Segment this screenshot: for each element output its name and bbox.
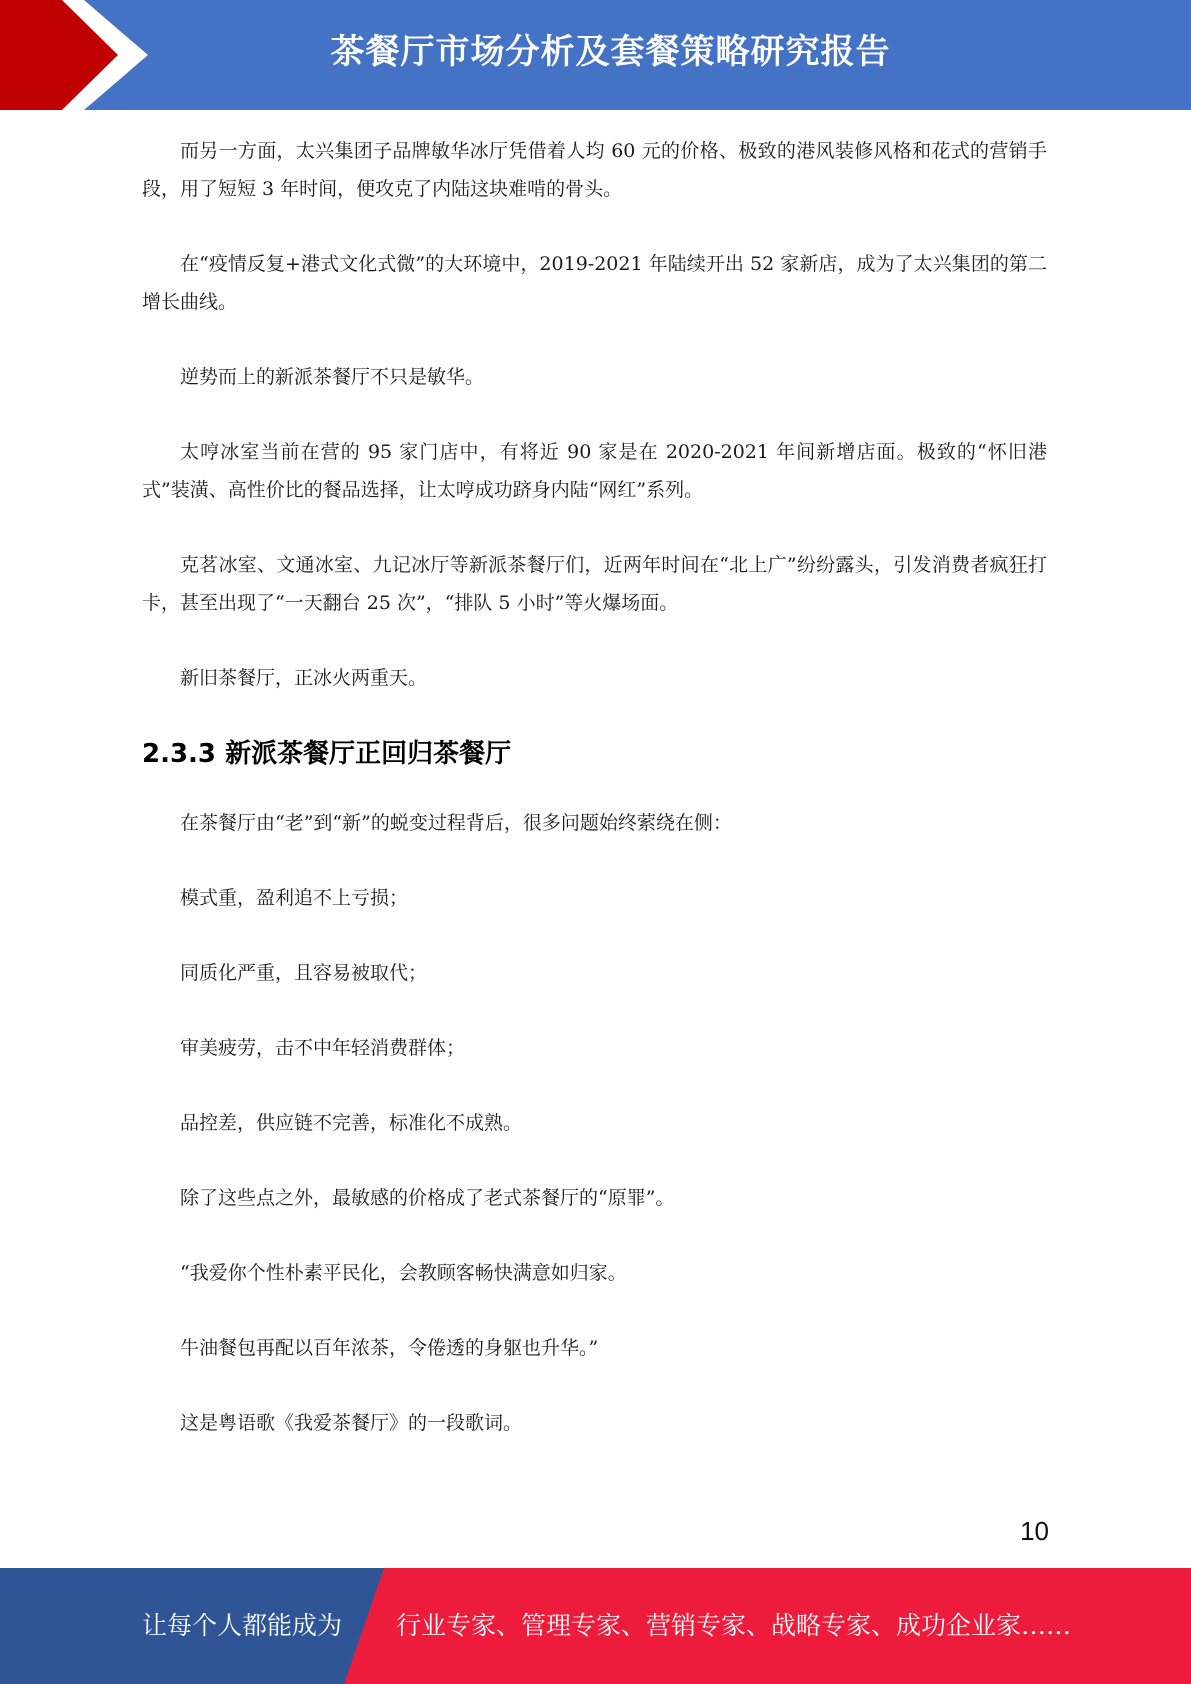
list-item: 同质化严重，且容易被取代； [180, 962, 428, 984]
paragraph: 在茶餐厅由“老”到“新”的蜕变过程背后，很多问题始终萦绕在侧： [180, 812, 732, 834]
footer-slogan-left: 让每个人都能成为 [142, 1611, 343, 1640]
document-body [142, 132, 1047, 1479]
page-footer [0, 1568, 1191, 1684]
paragraph: 太哼冰室当前在营的 95 家门店中，有将近 90 家是在 2020-2021 年间新增店面。极致的“怀旧港式”装潢、高性价比的餐品选择，让太哼成功跻身内陆“网红”系列。 [142, 441, 1047, 501]
paragraph: 在“疫情反复+港式文化式微”的大环境中，2019-2021 年陆续开出 52 家新店，成为了太兴集团的第二增长曲线。 [142, 253, 1047, 313]
list-item: 品控差，供应链不完善，标准化不成熟。 [180, 1112, 523, 1134]
page-header [0, 0, 1191, 110]
list-item: 审美疲劳，击不中年轻消费群体； [180, 1037, 466, 1059]
paragraph: 逆势而上的新派茶餐厅不只是敏华。 [180, 366, 485, 388]
lyric-line: “我爱你个性朴素平民化，会教顾客畅快满意如归家。 [180, 1262, 627, 1284]
report-title: 茶餐厅市场分析及套餐策略研究报告 [330, 32, 891, 72]
paragraph: 新旧茶餐厅，正冰火两重天。 [180, 667, 428, 689]
paragraph: 这是粤语歌《我爱茶餐厅》的一段歌词。 [180, 1412, 523, 1434]
lyric-line: 牛油餐包再配以百年浓茶，令倦透的身躯也升华。” [180, 1337, 599, 1359]
page-number: 10 [1020, 1516, 1049, 1546]
list-item: 模式重，盈利追不上亏损； [180, 887, 409, 909]
section-heading: 2.3.3 新派茶餐厅正回归茶餐厅 [142, 739, 512, 769]
paragraph: 而另一方面，太兴集团子品牌敏华冰厅凭借着人均 60 元的价格、极致的港风装修风格和花式的营销手段，用了短短 3 年时间，便攻克了内陆这块难啃的骨头。 [142, 140, 1047, 200]
paragraph: 克茗冰室、文通冰室、九记冰厅等新派茶餐厅们，近两年时间在“北上广”纷纷露头，引发消费者疯狂打卡，甚至出现了“一天翻台 25 次”，“排队 5 小时”等火爆场面。 [142, 554, 1047, 614]
paragraph: 除了这些点之外，最敏感的价格成了老式茶餐厅的“原罪”。 [180, 1187, 675, 1209]
footer-slogan-right: 行业专家、管理专家、营销专家、战略专家、成功企业家…… [396, 1611, 1072, 1640]
